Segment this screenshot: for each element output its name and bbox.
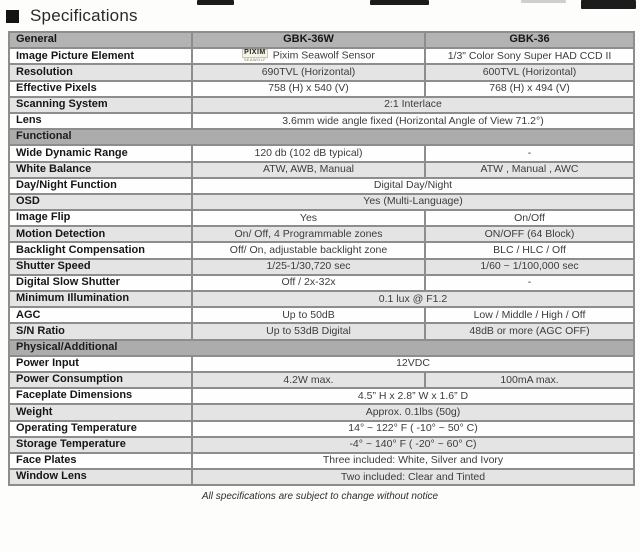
spec-value-cell: 1/60 ~ 1/100,000 sec (425, 259, 634, 275)
spec-value-cell: Three included: White, Silver and Ivory (192, 453, 634, 469)
spec-value-cell: Approx. 0.1lbs (50g) (192, 404, 634, 420)
table-row (9, 242, 634, 258)
spec-value-cell: 100mA max. (425, 372, 634, 388)
table-row (9, 145, 634, 161)
column-header-row (9, 32, 634, 48)
spec-value-cell: ATW , Manual , AWC (425, 162, 634, 178)
spec-label-cell: Image Picture Element (9, 48, 192, 64)
spec-label-cell: Storage Temperature (9, 437, 192, 453)
table-row (9, 307, 634, 323)
spec-label-cell: Image Flip (9, 210, 192, 226)
scan-crop-artifact (370, 0, 429, 5)
spec-value-cell: 1/3" Color Sony Super HAD CCD II (425, 48, 634, 64)
spec-value-cell: 600TVL (Horizontal) (425, 64, 634, 80)
column-header-cell: GBK-36W (192, 32, 425, 48)
spec-value-cell: Off/ On, adjustable backlight zone (192, 242, 425, 258)
specifications-table (8, 31, 635, 486)
table-row (9, 323, 634, 339)
spec-value-cell: Yes (192, 210, 425, 226)
table-row (9, 291, 634, 307)
column-header-cell: GBK-36 (425, 32, 634, 48)
table-row (9, 226, 634, 242)
table-row (9, 113, 634, 129)
table-row (9, 372, 634, 388)
table-row (9, 162, 634, 178)
spec-value-cell: ATW, AWB, Manual (192, 162, 425, 178)
table-row (9, 421, 634, 437)
spec-value-cell: 690TVL (Horizontal) (192, 64, 425, 80)
page-title-bar (0, 0, 640, 29)
spec-value-cell: Digital Day/Night (192, 178, 634, 194)
spec-value-cell: Two included: Clear and Tinted (192, 469, 634, 485)
spec-value-cell: 12VDC (192, 356, 634, 372)
spec-label-cell: Digital Slow Shutter (9, 275, 192, 291)
spec-value-cell: 1/25-1/30,720 sec (192, 259, 425, 275)
scan-crop-artifact (521, 0, 566, 3)
spec-value-cell: On/Off (425, 210, 634, 226)
spec-value-cell: 48dB or more (AGC OFF) (425, 323, 634, 339)
spec-label-cell: Wide Dynamic Range (9, 145, 192, 161)
spec-label-cell: Motion Detection (9, 226, 192, 242)
table-row (9, 178, 634, 194)
spec-table-body (9, 32, 634, 485)
pixim-seawolf-logo (242, 49, 268, 61)
spec-value-cell: Yes (Multi-Language) (192, 194, 634, 210)
spec-label-cell: Resolution (9, 64, 192, 80)
spec-label-cell: Backlight Compensation (9, 242, 192, 258)
spec-label-cell: Lens (9, 113, 192, 129)
table-row (9, 97, 634, 113)
table-row (9, 356, 634, 372)
table-row (9, 194, 634, 210)
spec-label-cell: Window Lens (9, 469, 192, 485)
spec-label-cell: Face Plates (9, 453, 192, 469)
spec-value-text: Pixim Seawolf Sensor (272, 50, 375, 63)
column-header-cell: General (9, 32, 192, 48)
scan-crop-artifact (581, 0, 636, 9)
seawolf-logo-text: SEAWOLF (243, 56, 267, 62)
spec-label-cell: Operating Temperature (9, 421, 192, 437)
page-title: Specifications (30, 6, 138, 25)
table-row (9, 453, 634, 469)
spec-value-cell: 4.2W max. (192, 372, 425, 388)
spec-value-cell: 120 db (102 dB typical) (192, 145, 425, 161)
spec-value-cell: 4.5” H x 2.8” W x 1.6” D (192, 388, 634, 404)
spec-value-cell: On/ Off, 4 Programmable zones (192, 226, 425, 242)
spec-value-cell: - (425, 275, 634, 291)
table-row (9, 404, 634, 420)
spec-label-cell: White Balance (9, 162, 192, 178)
spec-value-cell: Low / Middle / High / Off (425, 307, 634, 323)
spec-value-cell: 768 (H) x 494 (V) (425, 81, 634, 97)
spec-label-cell: Effective Pixels (9, 81, 192, 97)
spec-value-cell (192, 48, 425, 64)
square-bullet-icon (6, 10, 19, 23)
table-row (9, 275, 634, 291)
table-row (9, 259, 634, 275)
spec-value-cell: Up to 50dB (192, 307, 425, 323)
spec-label-cell: Weight (9, 404, 192, 420)
spec-value-cell: 14° ~ 122° F ( -10° ~ 50° C) (192, 421, 634, 437)
spec-value-cell: BLC / HLC / Off (425, 242, 634, 258)
spec-value-cell: Off / 2x-32x (192, 275, 425, 291)
spec-label-cell: Shutter Speed (9, 259, 192, 275)
spec-label-cell: Power Input (9, 356, 192, 372)
spec-label-cell: S/N Ratio (9, 323, 192, 339)
section-header-row (9, 129, 634, 145)
section-header-row (9, 340, 634, 356)
table-row (9, 469, 634, 485)
section-header-cell: Functional (9, 129, 634, 145)
pixim-logo-text: PIXIM (244, 49, 266, 57)
table-row (9, 64, 634, 80)
spec-value-cell: ON/OFF (64 Block) (425, 226, 634, 242)
table-row (9, 210, 634, 226)
spec-label-cell: Minimum Illumination (9, 291, 192, 307)
spec-value-cell: Up to 53dB Digital (192, 323, 425, 339)
spec-label-cell: AGC (9, 307, 192, 323)
footer-disclaimer: All specifications are subject to change without notice (201, 491, 439, 503)
spec-label-cell: OSD (9, 194, 192, 210)
spec-value-cell: 2:1 Interlace (192, 97, 634, 113)
spec-label-cell: Faceplate Dimensions (9, 388, 192, 404)
spec-value-cell: 758 (H) x 540 (V) (192, 81, 425, 97)
table-row (9, 437, 634, 453)
spec-value-cell: 3.6mm wide angle fixed (Horizontal Angle of View 71.2°) (192, 113, 634, 129)
scan-crop-artifact (197, 0, 234, 5)
section-header-cell: Physical/Additional (9, 340, 634, 356)
table-row (9, 48, 634, 64)
spec-value-cell: -4° ~ 140° F ( -20° ~ 60° C) (192, 437, 634, 453)
table-row (9, 81, 634, 97)
spec-label-cell: Day/Night Function (9, 178, 192, 194)
spec-label-cell: Power Consumption (9, 372, 192, 388)
spec-value-cell: - (425, 145, 634, 161)
spec-label-cell: Scanning System (9, 97, 192, 113)
table-row (9, 388, 634, 404)
spec-value-cell: 0.1 lux @ F1.2 (192, 291, 634, 307)
